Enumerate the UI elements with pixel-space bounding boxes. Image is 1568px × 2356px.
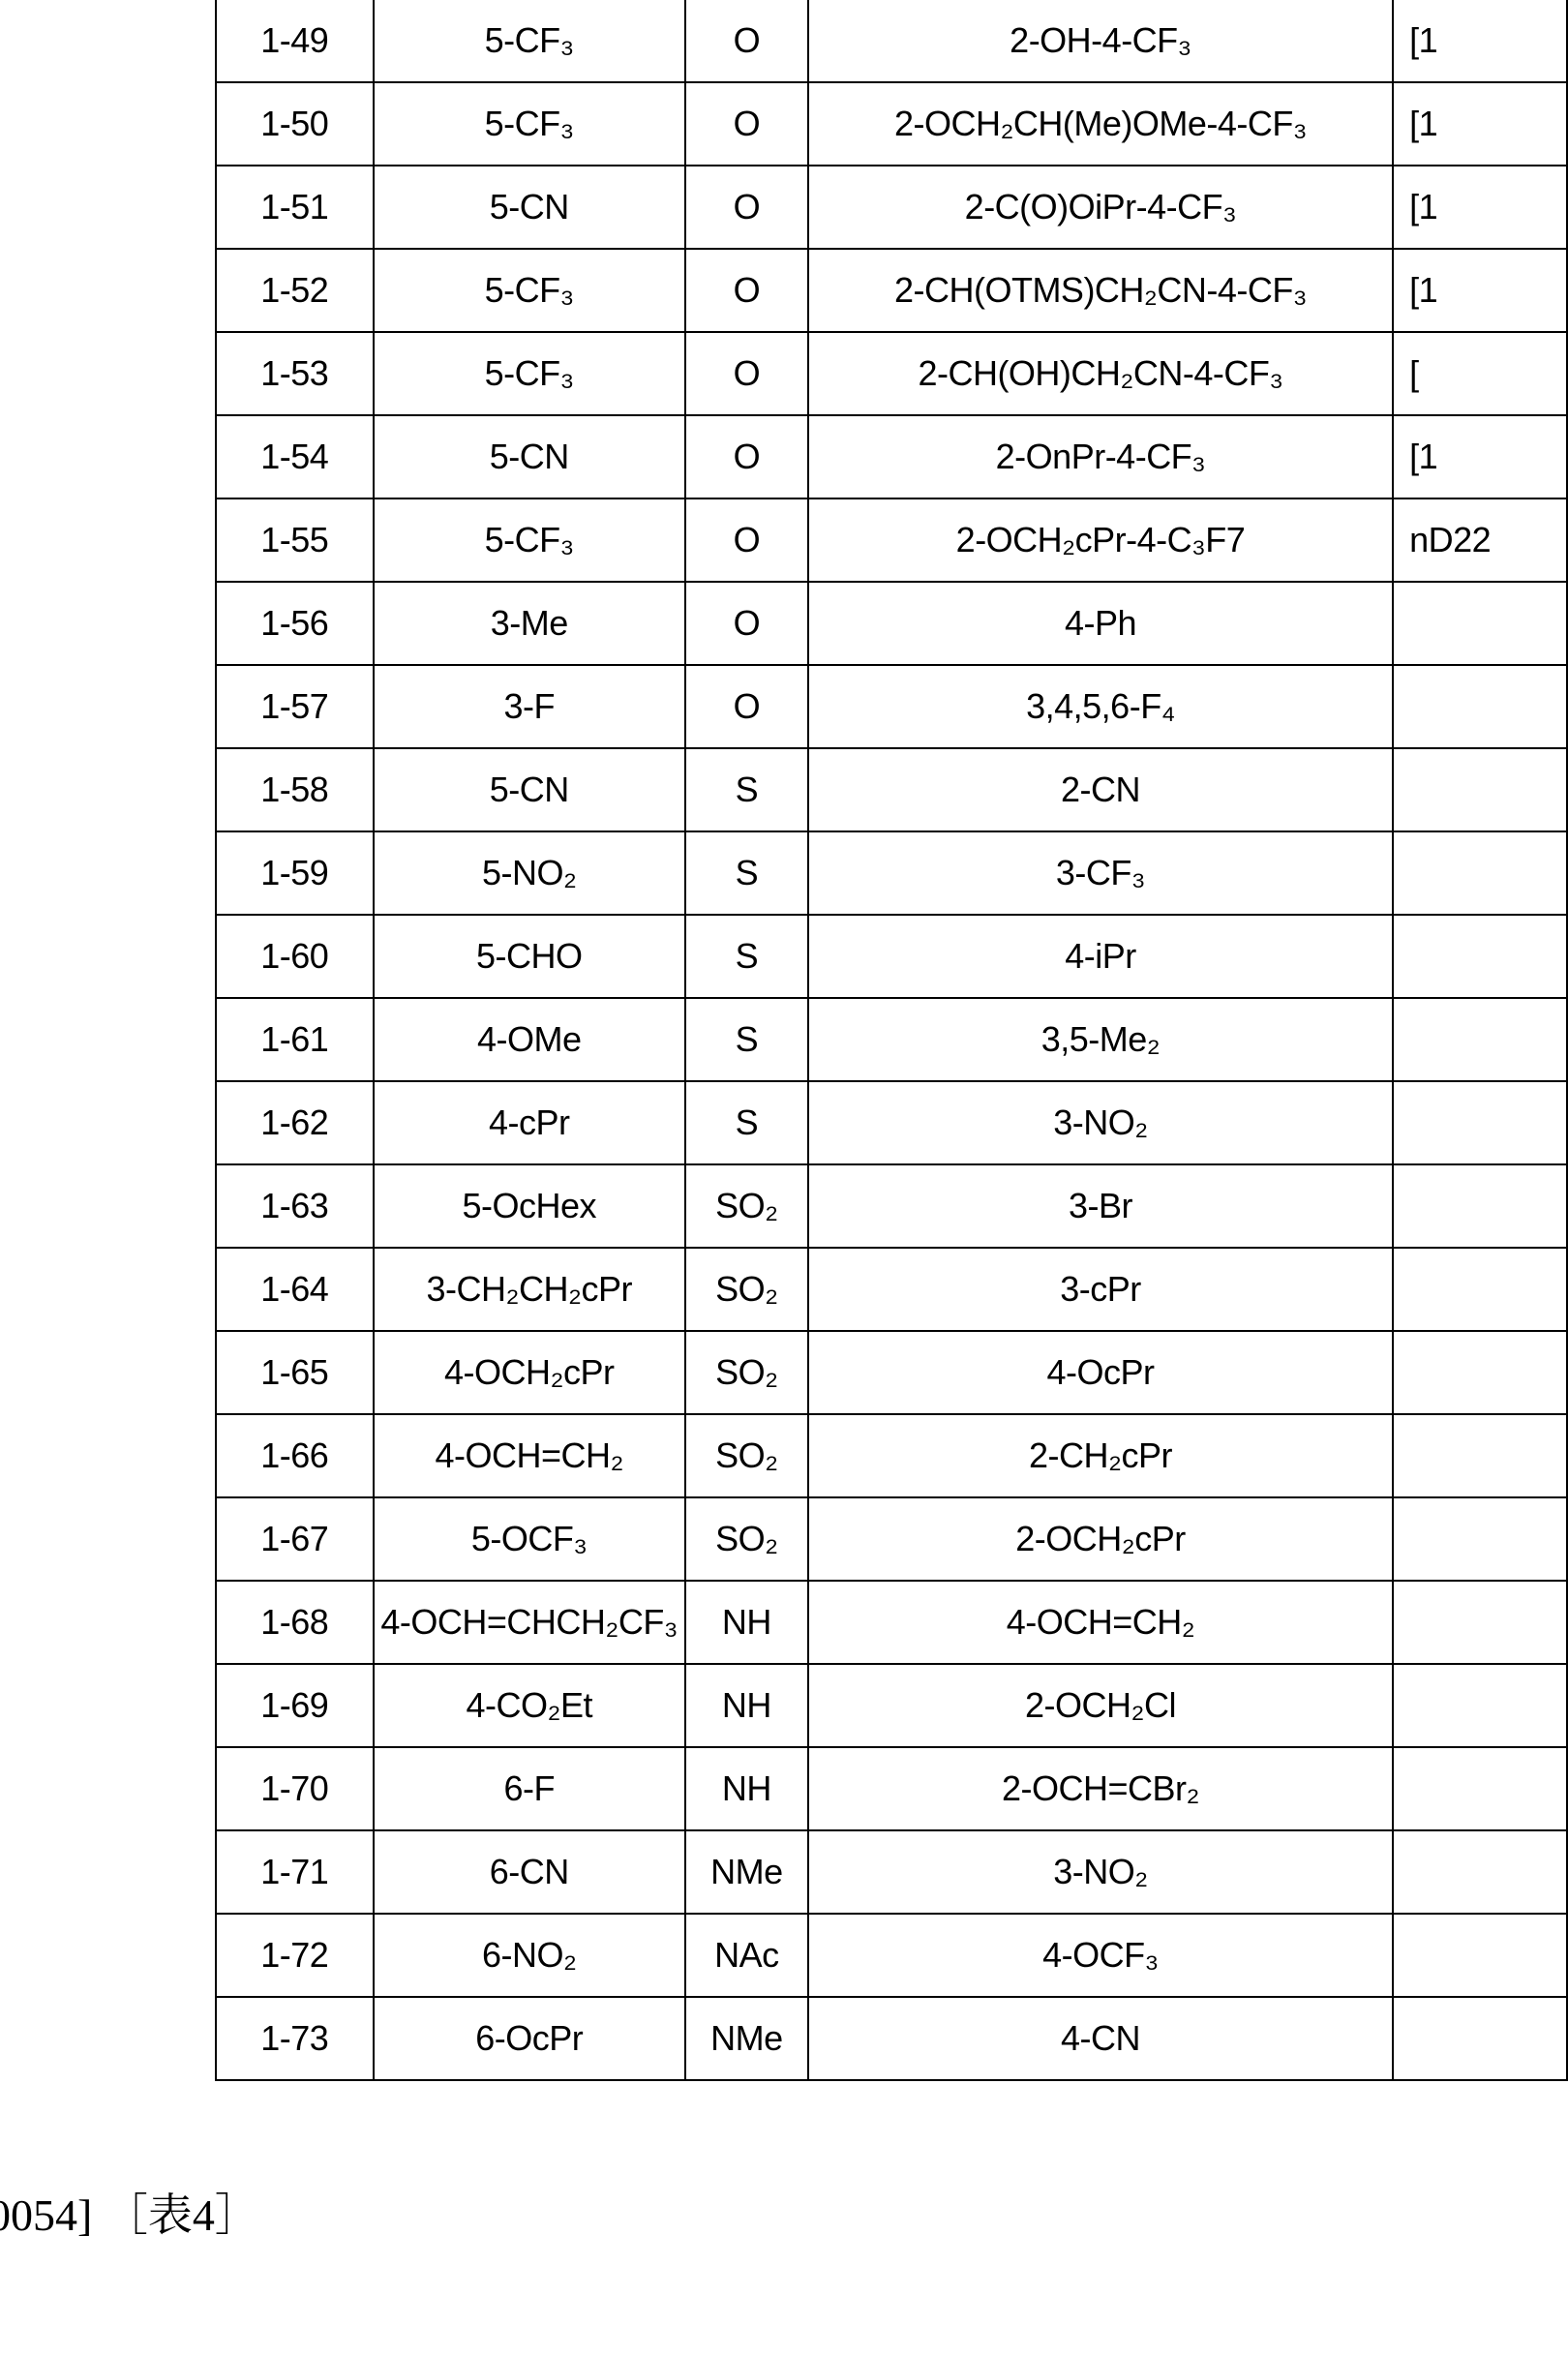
linker-cell: O <box>685 582 808 665</box>
physical-property-cell: [1 <box>1393 82 1567 166</box>
physical-property-cell <box>1393 1331 1567 1414</box>
table-row <box>216 332 1567 415</box>
compound-no-cell: 1-73 <box>216 1997 374 2080</box>
compound-no-cell: 1-71 <box>216 1830 374 1914</box>
aryl-substituent-cell: 3,5-Me₂ <box>808 998 1393 1081</box>
aryl-substituent-cell: 4-CN <box>808 1997 1393 2080</box>
aryl-substituent-cell: 2-OCH₂CH(Me)OMe-4-CF₃ <box>808 82 1393 166</box>
substituent-position-cell: 4-OCH=CHCH₂CF₃ <box>374 1581 685 1664</box>
physical-property-cell <box>1393 1914 1567 1997</box>
table-row <box>216 1164 1567 1248</box>
aryl-substituent-cell: 2-CH(OTMS)CH₂CN-4-CF₃ <box>808 249 1393 332</box>
compound-no-cell: 1-56 <box>216 582 374 665</box>
compound-no-cell: 1-66 <box>216 1414 374 1497</box>
compound-no-cell: 1-52 <box>216 249 374 332</box>
table-row <box>216 249 1567 332</box>
aryl-substituent-cell: 3,4,5,6-F₄ <box>808 665 1393 748</box>
table-row <box>216 1497 1567 1581</box>
linker-cell: S <box>685 831 808 915</box>
table-row <box>216 831 1567 915</box>
table-row <box>216 665 1567 748</box>
substituent-position-cell: 5-CF₃ <box>374 498 685 582</box>
substituent-position-cell: 5-CN <box>374 415 685 498</box>
aryl-substituent-cell: 3-cPr <box>808 1248 1393 1331</box>
substituent-position-cell: 4-OCH=CH₂ <box>374 1414 685 1497</box>
aryl-substituent-cell: 4-Ph <box>808 582 1393 665</box>
compound-no-cell: 1-60 <box>216 915 374 998</box>
linker-cell: SO₂ <box>685 1331 808 1414</box>
aryl-substituent-cell: 2-CN <box>808 748 1393 831</box>
compound-no-cell: 1-59 <box>216 831 374 915</box>
compound-no-cell: 1-49 <box>216 0 374 82</box>
physical-property-cell <box>1393 915 1567 998</box>
substituent-position-cell: 3-F <box>374 665 685 748</box>
linker-cell: NMe <box>685 1997 808 2080</box>
physical-property-cell <box>1393 1664 1567 1747</box>
paragraph-table-label: 0054] ［表4］ <box>0 2180 259 2244</box>
substituent-position-cell: 5-CHO <box>374 915 685 998</box>
table-row <box>216 1997 1567 2080</box>
physical-property-cell <box>1393 1997 1567 2080</box>
compound-table <box>215 0 1568 2081</box>
linker-cell: NH <box>685 1747 808 1830</box>
aryl-substituent-cell: 3-NO₂ <box>808 1830 1393 1914</box>
linker-cell: O <box>685 82 808 166</box>
physical-property-cell: [1 <box>1393 166 1567 249</box>
compound-no-cell: 1-69 <box>216 1664 374 1747</box>
substituent-position-cell: 5-CF₃ <box>374 0 685 82</box>
linker-cell: O <box>685 665 808 748</box>
compound-table-body <box>216 0 1567 2080</box>
linker-cell: O <box>685 0 808 82</box>
table-row <box>216 1248 1567 1331</box>
linker-cell: SO₂ <box>685 1414 808 1497</box>
table-row <box>216 1581 1567 1664</box>
table-row <box>216 1914 1567 1997</box>
compound-no-cell: 1-50 <box>216 82 374 166</box>
compound-no-cell: 1-58 <box>216 748 374 831</box>
aryl-substituent-cell: 2-OCH₂cPr <box>808 1497 1393 1581</box>
substituent-position-cell: 4-OMe <box>374 998 685 1081</box>
aryl-substituent-cell: 4-OCH=CH₂ <box>808 1581 1393 1664</box>
aryl-substituent-cell: 3-Br <box>808 1164 1393 1248</box>
physical-property-cell: [1 <box>1393 249 1567 332</box>
table-row <box>216 166 1567 249</box>
table-row <box>216 498 1567 582</box>
physical-property-cell: [1 <box>1393 0 1567 82</box>
aryl-substituent-cell: 2-OCH=CBr₂ <box>808 1747 1393 1830</box>
linker-cell: SO₂ <box>685 1248 808 1331</box>
linker-cell: O <box>685 166 808 249</box>
aryl-substituent-cell: 2-OnPr-4-CF₃ <box>808 415 1393 498</box>
table-row <box>216 1081 1567 1164</box>
aryl-substituent-cell: 4-iPr <box>808 915 1393 998</box>
table-row <box>216 1331 1567 1414</box>
linker-cell: O <box>685 249 808 332</box>
aryl-substituent-cell: 4-OcPr <box>808 1331 1393 1414</box>
physical-property-cell: nD22 <box>1393 498 1567 582</box>
compound-no-cell: 1-68 <box>216 1581 374 1664</box>
aryl-substituent-cell: 2-CH₂cPr <box>808 1414 1393 1497</box>
physical-property-cell <box>1393 831 1567 915</box>
aryl-substituent-cell: 2-OCH₂cPr-4-C₃F7 <box>808 498 1393 582</box>
substituent-position-cell: 5-OCF₃ <box>374 1497 685 1581</box>
linker-cell: SO₂ <box>685 1164 808 1248</box>
physical-property-cell <box>1393 1414 1567 1497</box>
linker-cell: S <box>685 1081 808 1164</box>
aryl-substituent-cell: 3-CF₃ <box>808 831 1393 915</box>
table-row <box>216 998 1567 1081</box>
compound-no-cell: 1-53 <box>216 332 374 415</box>
table-row <box>216 748 1567 831</box>
substituent-position-cell: 5-OcHex <box>374 1164 685 1248</box>
substituent-position-cell: 6-CN <box>374 1830 685 1914</box>
physical-property-cell: [1 <box>1393 415 1567 498</box>
substituent-position-cell: 4-cPr <box>374 1081 685 1164</box>
substituent-position-cell: 5-CF₃ <box>374 249 685 332</box>
substituent-position-cell: 3-Me <box>374 582 685 665</box>
compound-no-cell: 1-62 <box>216 1081 374 1164</box>
table-row <box>216 1414 1567 1497</box>
compound-no-cell: 1-51 <box>216 166 374 249</box>
table-row <box>216 1747 1567 1830</box>
substituent-position-cell: 5-CF₃ <box>374 82 685 166</box>
compound-no-cell: 1-55 <box>216 498 374 582</box>
aryl-substituent-cell: 2-OCH₂Cl <box>808 1664 1393 1747</box>
linker-cell: NH <box>685 1664 808 1747</box>
table-row <box>216 582 1567 665</box>
substituent-position-cell: 3-CH₂CH₂cPr <box>374 1248 685 1331</box>
physical-property-cell <box>1393 1081 1567 1164</box>
aryl-substituent-cell: 2-OH-4-CF₃ <box>808 0 1393 82</box>
physical-property-cell <box>1393 582 1567 665</box>
physical-property-cell <box>1393 998 1567 1081</box>
physical-property-cell <box>1393 1830 1567 1914</box>
linker-cell: O <box>685 498 808 582</box>
physical-property-cell <box>1393 665 1567 748</box>
aryl-substituent-cell: 2-C(O)OiPr-4-CF₃ <box>808 166 1393 249</box>
substituent-position-cell: 4-CO₂Et <box>374 1664 685 1747</box>
physical-property-cell <box>1393 1248 1567 1331</box>
substituent-position-cell: 6-OcPr <box>374 1997 685 2080</box>
substituent-position-cell: 5-CN <box>374 166 685 249</box>
compound-no-cell: 1-63 <box>216 1164 374 1248</box>
substituent-position-cell: 5-CN <box>374 748 685 831</box>
linker-cell: SO₂ <box>685 1497 808 1581</box>
compound-no-cell: 1-54 <box>216 415 374 498</box>
table-row <box>216 82 1567 166</box>
linker-cell: NMe <box>685 1830 808 1914</box>
table-row <box>216 1664 1567 1747</box>
compound-no-cell: 1-65 <box>216 1331 374 1414</box>
table-row <box>216 415 1567 498</box>
compound-no-cell: 1-57 <box>216 665 374 748</box>
compound-no-cell: 1-64 <box>216 1248 374 1331</box>
aryl-substituent-cell: 3-NO₂ <box>808 1081 1393 1164</box>
substituent-position-cell: 5-NO₂ <box>374 831 685 915</box>
substituent-position-cell: 6-NO₂ <box>374 1914 685 1997</box>
physical-property-cell <box>1393 1747 1567 1830</box>
substituent-position-cell: 6-F <box>374 1747 685 1830</box>
table-row <box>216 1830 1567 1914</box>
linker-cell: S <box>685 748 808 831</box>
table-row <box>216 915 1567 998</box>
linker-cell: O <box>685 332 808 415</box>
linker-cell: O <box>685 415 808 498</box>
physical-property-cell <box>1393 1164 1567 1248</box>
compound-no-cell: 1-67 <box>216 1497 374 1581</box>
linker-cell: NAc <box>685 1914 808 1997</box>
compound-no-cell: 1-72 <box>216 1914 374 1997</box>
linker-cell: S <box>685 915 808 998</box>
table-row <box>216 0 1567 82</box>
physical-property-cell <box>1393 1581 1567 1664</box>
substituent-position-cell: 5-CF₃ <box>374 332 685 415</box>
substituent-position-cell: 4-OCH₂cPr <box>374 1331 685 1414</box>
compound-no-cell: 1-70 <box>216 1747 374 1830</box>
compound-no-cell: 1-61 <box>216 998 374 1081</box>
aryl-substituent-cell: 2-CH(OH)CH₂CN-4-CF₃ <box>808 332 1393 415</box>
physical-property-cell <box>1393 748 1567 831</box>
physical-property-cell: [ <box>1393 332 1567 415</box>
aryl-substituent-cell: 4-OCF₃ <box>808 1914 1393 1997</box>
physical-property-cell <box>1393 1497 1567 1581</box>
linker-cell: NH <box>685 1581 808 1664</box>
linker-cell: S <box>685 998 808 1081</box>
